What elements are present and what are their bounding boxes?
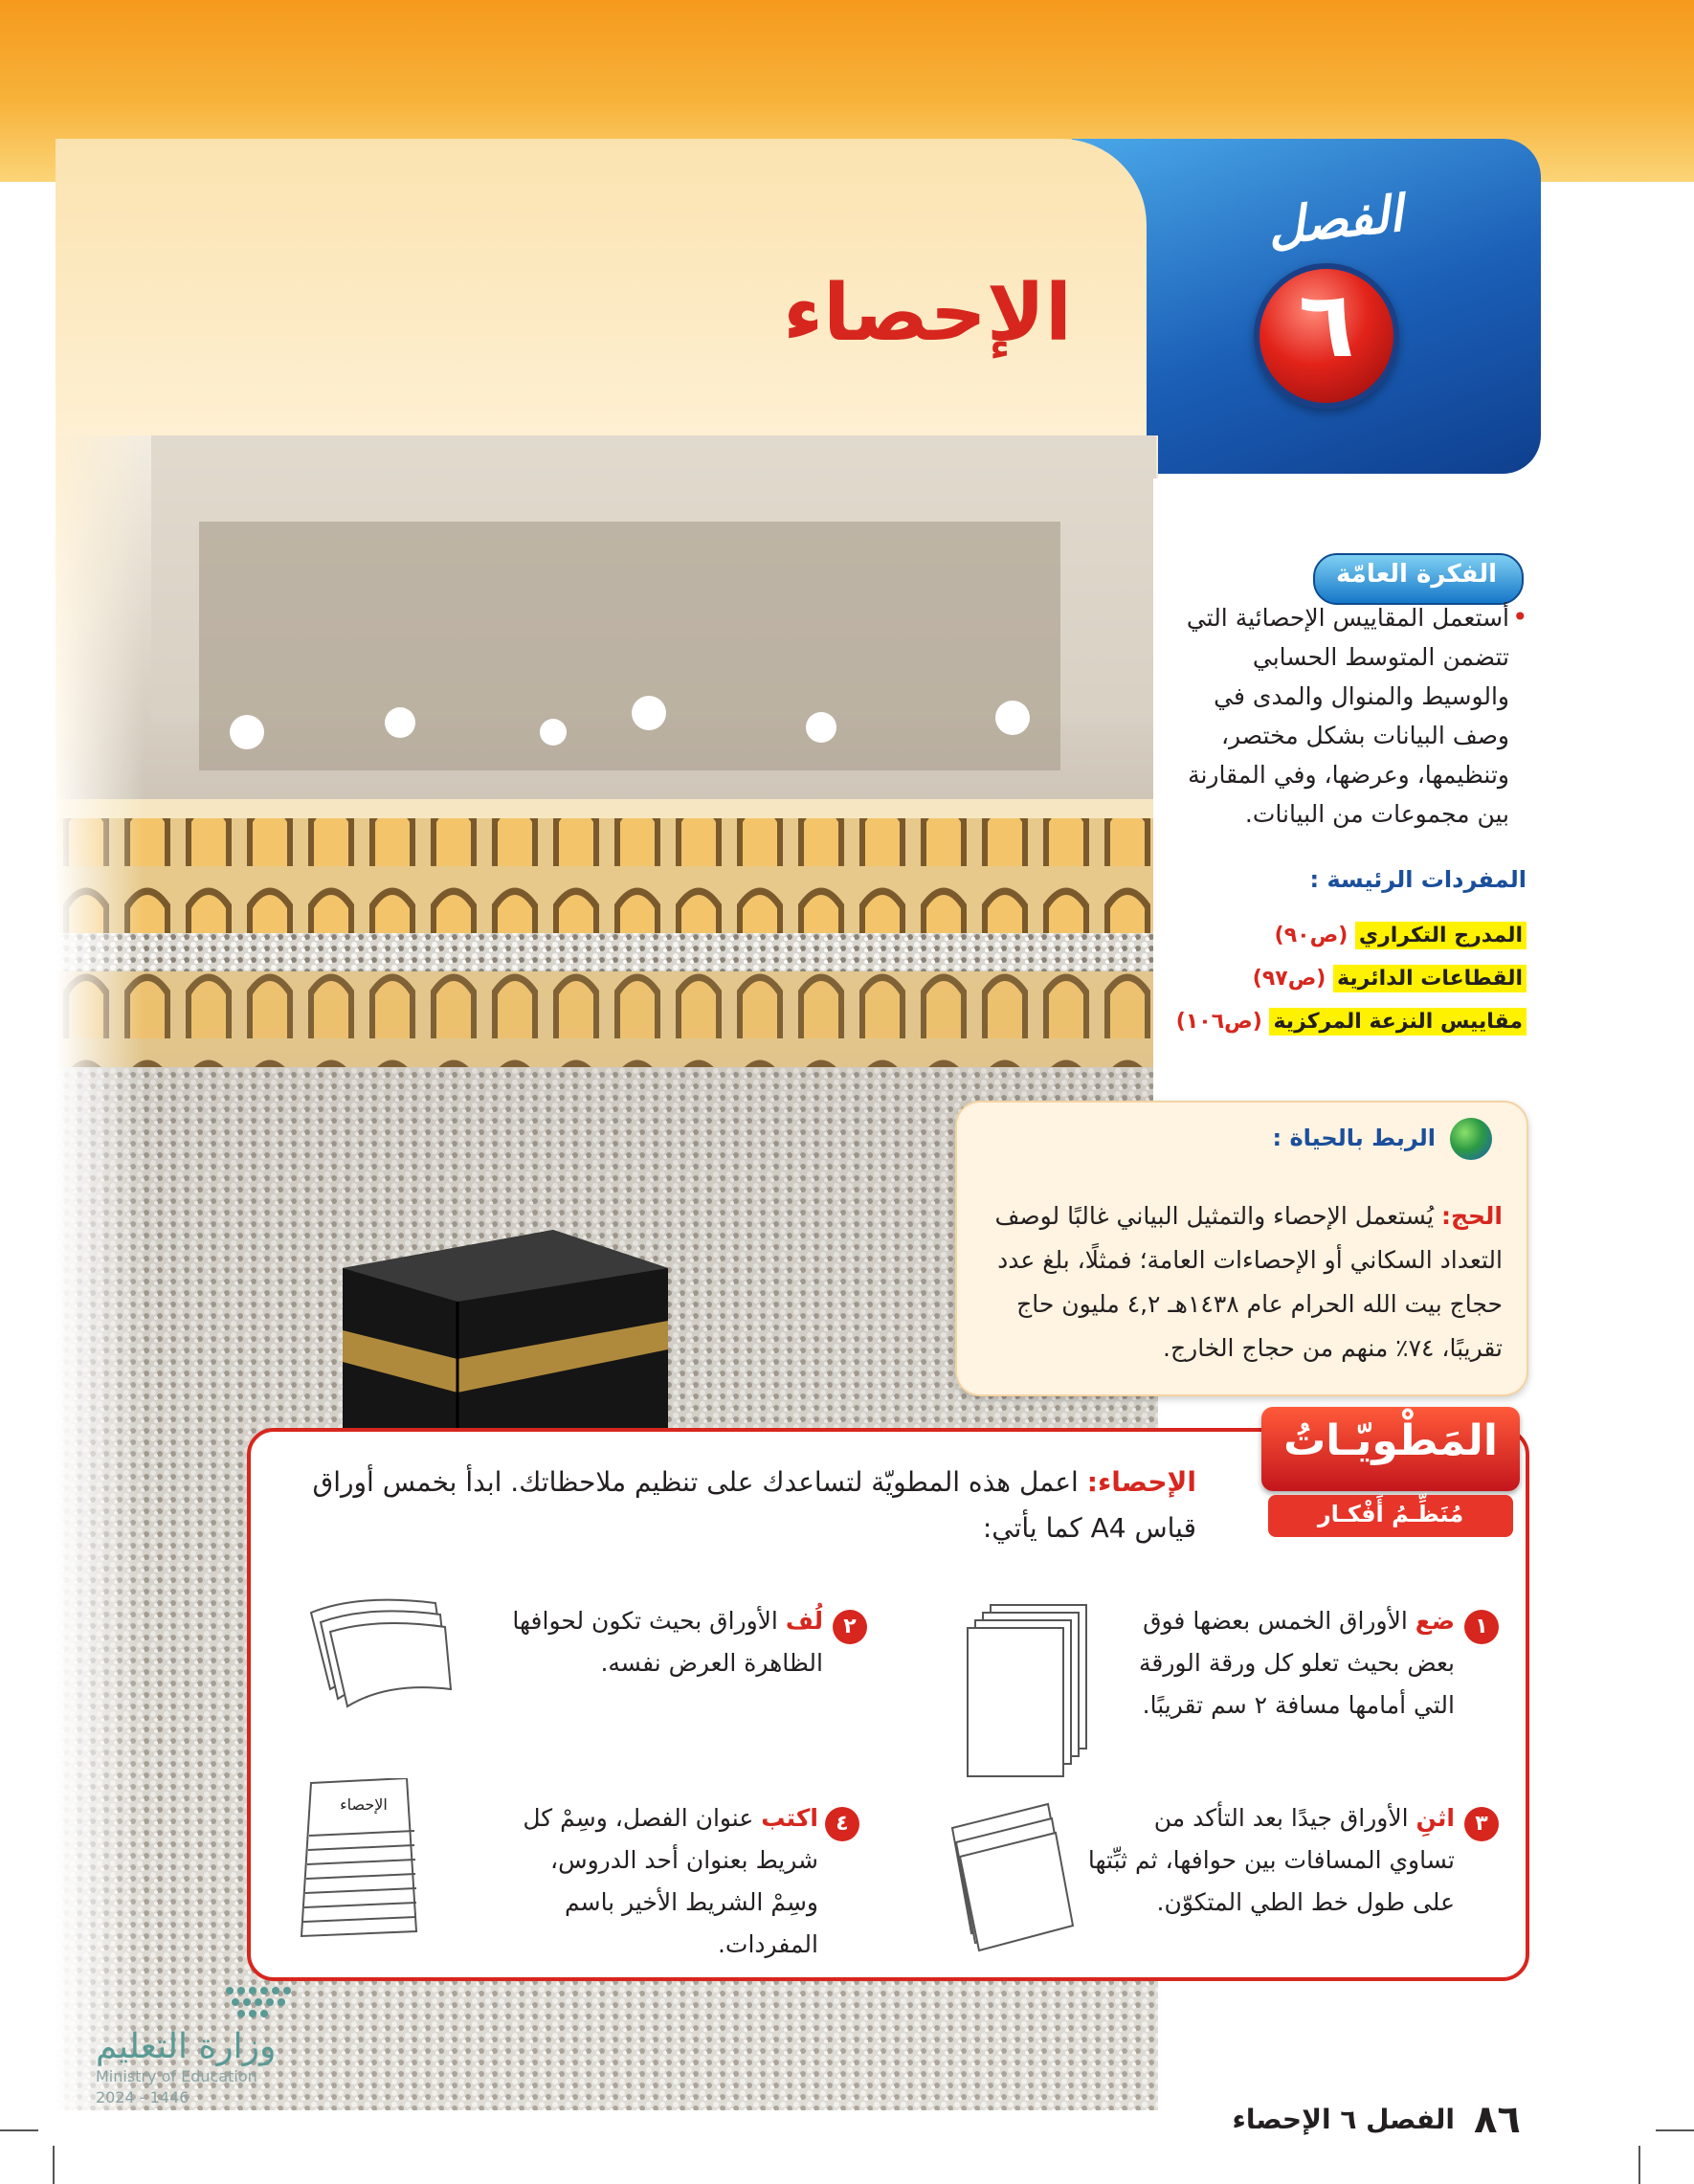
step-body: عنوان الفصل، وسِمْ كل شريط بعنوان أحد الدروس، وسِمْ الشريط الأخير باسم المفردات. (523, 1804, 818, 1958)
real-world-text (986, 1194, 1503, 1371)
rolled-paper-icon (301, 1593, 455, 1708)
edition-year: 2024 - 1446 (96, 2088, 189, 2106)
step-verb: اكتب (761, 1804, 818, 1832)
footer-chapter-ref: الفصل ٦ الإحصاء (1232, 2104, 1455, 2135)
step-text (498, 1797, 818, 1966)
vocabulary-item (1275, 924, 1527, 956)
vocabulary-term: مقاييس النزعة المركزية (1269, 1008, 1527, 1036)
step-number: ٢ (833, 1610, 867, 1644)
stacked-paper-icon (962, 1603, 1096, 1780)
vocabulary-page: (ص٩٧) (1252, 967, 1326, 991)
vocabulary-list (1175, 924, 1527, 1038)
step-number: ٤ (825, 1807, 859, 1841)
page-title: الإحصاء (783, 268, 1072, 359)
vocabulary-title: المفردات الرئيسة : (1309, 866, 1527, 893)
vocabulary-page: (ص٩٠) (1274, 924, 1349, 947)
step-verb: لُف (785, 1607, 823, 1635)
step-text (498, 1600, 823, 1684)
real-world-body: يُستعمل الإحصاء والتمثيل البياني غالبًا لوصف التعداد السكاني أو الإحصاءات العامة؛ فمثلًا، بلغ عدد حجاج بيت الله الحرام عام ١٤٣٨هـ ٤,٢ مليون حاج تقريبًا، ٧٤٪ منهم من حجاج الخارج. (994, 1202, 1503, 1362)
globe-icon (1450, 1118, 1492, 1160)
vocabulary-page: (ص١٠٦) (1175, 1010, 1262, 1034)
foldables-badge-title: المَطْويّـاتُ (1283, 1416, 1498, 1465)
ministry-name-arabic: وزارة التعليم (96, 2027, 277, 2066)
foldables-subtitle: مُنَظِّـمُ أَفْكـار (1317, 1501, 1464, 1527)
ministry-name-english: Ministry of Education (96, 2067, 257, 2085)
crop-mark (1656, 2129, 1694, 2131)
step-verb: اثنِ (1415, 1804, 1455, 1832)
crop-mark (1638, 2146, 1640, 2184)
big-idea-title: الفكرة العامّة (1335, 560, 1498, 589)
crop-mark (53, 2146, 55, 2184)
vocabulary-item (1176, 1010, 1527, 1042)
step-body: الأوراق الخمس بعضها فوق بعض بحيث تعلو كل ورقة الورقة التي أمامها مسافة ٢ سم تقريبًا. (1138, 1607, 1455, 1719)
step-verb: ضع (1415, 1607, 1455, 1635)
page-number: ٨٦ (1474, 2098, 1521, 2142)
ministry-logo-dots (96, 1981, 316, 2019)
step-number: ٣ (1464, 1807, 1499, 1841)
foldables-intro-lead: الإحصاء: (1086, 1466, 1196, 1498)
foldables-intro (278, 1460, 1196, 1551)
real-world-lead: الحج: (1441, 1202, 1503, 1230)
step-number: ١ (1464, 1610, 1499, 1644)
foldables-intro-text: اعمل هذه المطويّة لتساعدك على تنظيم ملاحظاتك. ابدأ بخمس أوراق قياس A4 كما يأتي: (312, 1466, 1196, 1544)
folded-paper-icon (943, 1799, 1086, 1952)
vocabulary-term: القطاعات الدائرية (1333, 965, 1527, 992)
chapter-label: الفصل (1264, 184, 1406, 257)
big-idea-text: أستعمل المقاييس الإحصائية التي تتضمن المتوسط الحسابي والوسيط والمنوال والمدى في وصف البيانات بشكل مختصر، وتنظيمها، وعرضها، وفي المقارنة بين مجموعات من البيانات. (1186, 604, 1509, 828)
step-body: الأوراق بحيث تكون لحوافها الظاهرة العرض نفسه. (512, 1607, 823, 1677)
step-text (1081, 1797, 1455, 1924)
labeled-foldable-icon (292, 1778, 435, 1941)
real-world-title: الربط بالحياة : (1272, 1125, 1436, 1151)
step-text (1101, 1600, 1455, 1727)
crop-mark (0, 2129, 38, 2131)
bullet-icon: • (1512, 601, 1528, 633)
vocabulary-item (1253, 967, 1527, 999)
step-body: الأوراق جيدًا بعد التأكد من تساوي المسافات بين حوافها، ثم ثبِّتها على طول خط الطي المتكوّن. (1087, 1804, 1455, 1916)
foldable-label: الإحصاء (340, 1795, 388, 1814)
vocabulary-term: المدرج التكراري (1355, 922, 1527, 949)
chapter-number: ٦ (1298, 271, 1355, 378)
